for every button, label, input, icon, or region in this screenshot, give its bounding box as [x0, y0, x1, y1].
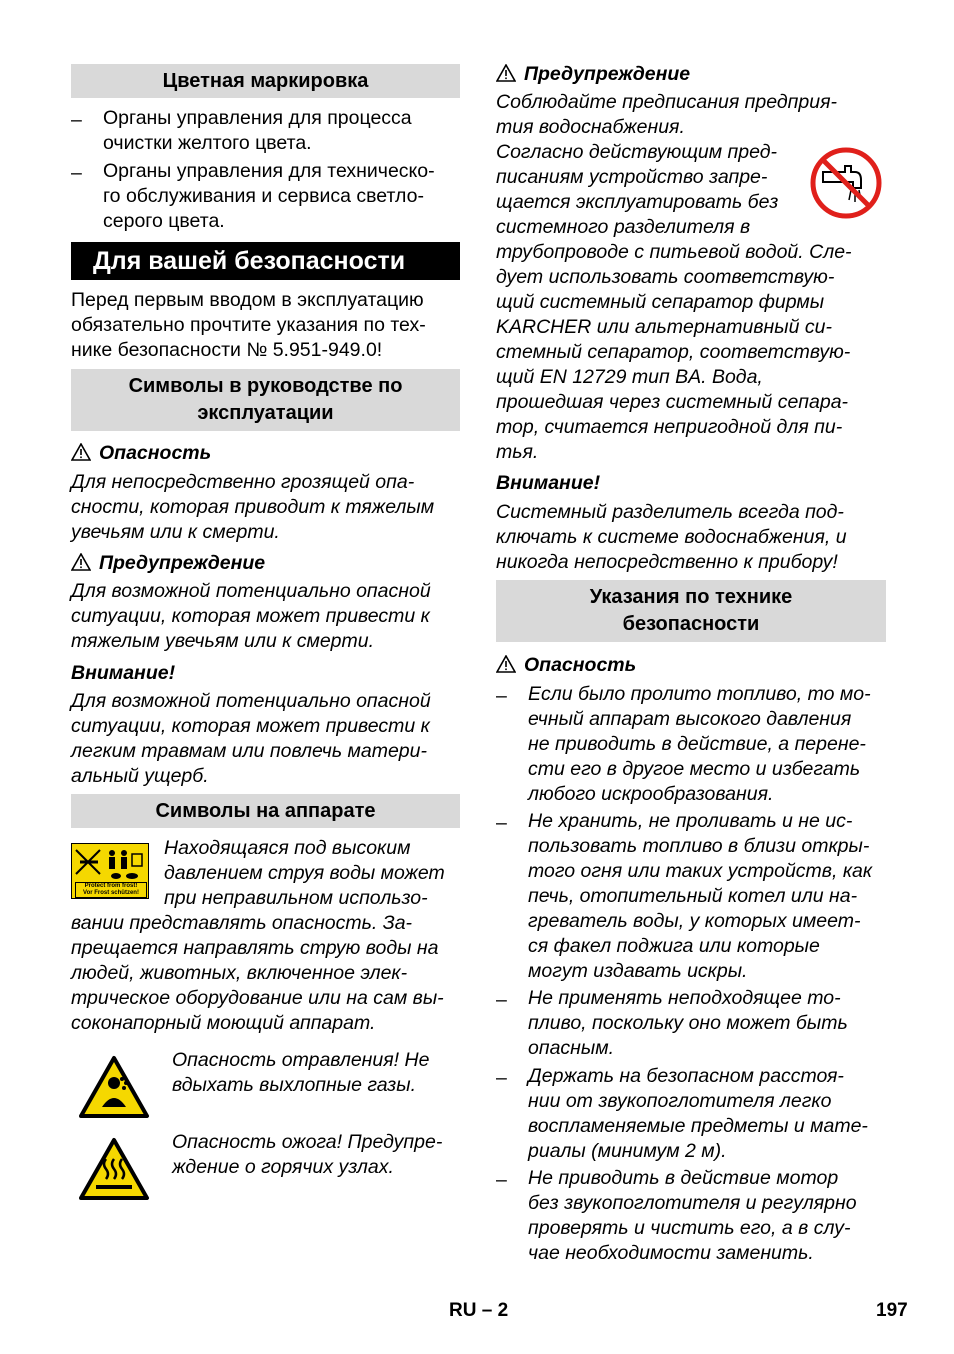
list-item-line: го обслуживания и сервиса светло- — [103, 185, 424, 207]
water-jet-icon — [72, 846, 147, 882]
danger-item-line: сти его в другое место и избегать — [528, 758, 861, 780]
danger-text-line: сности, которая приводит к тяжелым — [71, 496, 435, 518]
danger-item-line: пливо, поскольку оно может быть — [528, 1012, 848, 1034]
right-caution-line: ключать к системе водоснабжения, и — [496, 526, 847, 548]
page-number: 197 — [876, 1300, 908, 1321]
danger-text-line: увечьям или к смерти. — [71, 521, 280, 543]
danger-item-line: проверять и чистить его, а в слу- — [528, 1217, 851, 1239]
list-item-line: Органы управления для процесса — [103, 107, 412, 129]
danger-text-line: Для непосредственно грозящей опа- — [71, 471, 415, 493]
water-text-line: щий системный сепаратор фирмы — [496, 291, 825, 313]
warning-triangle-icon — [496, 655, 516, 673]
burn-text-line: Опасность ожога! Предупре- — [172, 1131, 443, 1153]
jet-text-line: прещается направлять струю воды на — [71, 937, 439, 959]
jet-text-line: Находящаяся под высоким — [164, 837, 411, 859]
water-text-line: KARCHER или альтернативный си- — [496, 316, 832, 338]
danger-item-line: пользовать топливо в близи откры- — [528, 835, 870, 857]
water-text-line: щий EN 12729 тип BA. Вода, — [496, 366, 763, 388]
water-text-line: стемный сепаратор, соответствую- — [496, 341, 851, 363]
danger-item-line: Не приводить в действие мотор — [528, 1167, 839, 1189]
danger-item-line: воспламеняемые предметы и мате- — [528, 1115, 868, 1137]
jet-text-line: вании представлять опасность. За- — [71, 912, 413, 934]
list-dash: – — [71, 162, 82, 184]
danger-item-line: печь, отопительный котел или на- — [528, 885, 858, 907]
water-text-line: тор, считается непригодной для пи- — [496, 416, 843, 438]
danger-item-line: ся факел поджига или которые — [528, 935, 820, 957]
danger-label: Опасность — [71, 441, 211, 466]
water-text-line: Согласно действующим пред- — [496, 141, 778, 163]
safety-instructions-heading: Указания по технике безопасности — [496, 580, 886, 642]
danger-item-line: Не применять неподходящее то- — [528, 987, 841, 1009]
danger-item-line: чае необходимости заменить. — [528, 1242, 814, 1264]
water-text-line: писаниям устройство запре- — [496, 166, 768, 188]
list-dash: – — [496, 1169, 507, 1191]
water-text-line: тья. — [496, 441, 539, 463]
warning-triangle-icon — [71, 553, 91, 571]
caution-text-line: Для возможной потенциально опасной — [71, 690, 431, 712]
danger-item-line: опасным. — [528, 1037, 615, 1059]
frost-label: Protect from frost! Vor Frost schützen! — [75, 882, 147, 898]
safety-title-bar: Для вашей безопасности — [71, 242, 460, 280]
intro-line: обязательно прочтите указания по тех- — [71, 314, 426, 336]
water-text-line: щается эксплуатировать без — [496, 191, 779, 213]
warning-text-line: тяжелым увечьям или к смерти. — [71, 630, 375, 652]
list-dash: – — [496, 685, 507, 707]
manual-symbols-heading: Символы в руководстве по эксплуатации — [71, 369, 460, 431]
danger-item-line: Держать на безопасном расстоя- — [528, 1065, 844, 1087]
poison-text-line: вдыхать выхлопные газы. — [172, 1074, 417, 1096]
list-dash: – — [496, 1067, 507, 1089]
warning-triangle-icon — [71, 443, 91, 461]
water-jet-sign — [71, 843, 149, 899]
water-text-line: дует использовать соответствую- — [496, 266, 835, 288]
hot-surface-warning-icon — [78, 1137, 150, 1201]
right-caution-line: Системный разделитель всегда под- — [496, 501, 844, 523]
caution-text-line: легким травмам или повлечь матери- — [71, 740, 427, 762]
caution-text-line: альный ущерб. — [71, 765, 209, 787]
burn-text-line: ждение о горячих узлах. — [172, 1156, 394, 1178]
toxic-exhaust-warning-icon — [78, 1055, 150, 1119]
warning-text-line: Для возможной потенциально опасной — [71, 580, 431, 602]
right-warning-label: Предупреждение — [496, 62, 690, 87]
jet-text-line: соконапорный моющий аппарат. — [71, 1012, 376, 1034]
footer-section-label: RU – 2 — [449, 1300, 509, 1321]
danger-item-line: греватель воды, у которых имеет- — [528, 910, 861, 932]
warning-label: Предупреждение — [71, 551, 265, 576]
danger-item-line: не приводить в действие, а перене- — [528, 733, 866, 755]
water-text-line: тия водоснабжения. — [496, 116, 685, 138]
no-drinking-water-connection-icon — [809, 146, 883, 220]
list-item-line: очистки желтого цвета. — [103, 132, 312, 154]
device-symbols-heading: Символы на аппарате — [71, 794, 460, 828]
list-dash: – — [496, 812, 507, 834]
right-caution-line: никогда непосредственно к прибору! — [496, 551, 838, 573]
list-item-line: Органы управления для техническо- — [103, 160, 435, 182]
danger-item-line: ечный аппарат высокого давления — [528, 708, 852, 730]
danger-item-line: нии от звукопоглотителя легко — [528, 1090, 832, 1112]
list-dash: – — [71, 109, 82, 131]
water-text-line: прошедшая через системный сепара- — [496, 391, 849, 413]
danger-item-line: риалы (минимум 2 м). — [528, 1140, 727, 1162]
list-dash: – — [496, 989, 507, 1011]
poison-text-line: Опасность отравления! Не — [172, 1049, 430, 1071]
color-marking-heading: Цветная маркировка — [71, 64, 460, 98]
water-text-line: трубопроводе с питьевой водой. Сле- — [496, 241, 852, 263]
warning-triangle-icon — [496, 64, 516, 82]
water-text-line: Соблюдайте предписания предприя- — [496, 91, 837, 113]
water-text-line: системного разделителя в — [496, 216, 751, 238]
warning-text-line: ситуации, которая может привести к — [71, 605, 430, 627]
danger-item-line: любого искрообразования. — [528, 783, 774, 805]
caution-text-line: ситуации, которая может привести к — [71, 715, 430, 737]
danger-item-line: того огня или таких устройств, как — [528, 860, 873, 882]
jet-text-line: при неправильном использо- — [164, 887, 428, 909]
list-item-line: серого цвета. — [103, 210, 225, 232]
intro-line: Перед первым вводом в эксплуатацию — [71, 289, 424, 311]
danger-item-line: Если было пролито топливо, то мо- — [528, 683, 871, 705]
caution-label: Внимание! — [71, 662, 176, 684]
jet-text-line: трическое оборудование или на сам вы- — [71, 987, 444, 1009]
right-caution-label: Внимание! — [496, 472, 601, 494]
right-danger-label: Опасность — [496, 653, 636, 678]
intro-line: нике безопасности № 5.951-949.0! — [71, 339, 383, 361]
danger-item-line: Не хранить, не проливать и не ис- — [528, 810, 853, 832]
danger-item-line: могут издавать искры. — [528, 960, 748, 982]
danger-item-line: без звукопоглотителя и регулярно — [528, 1192, 857, 1214]
jet-text-line: давлением струя воды может — [164, 862, 445, 884]
jet-text-line: людей, животных, включенное элек- — [71, 962, 408, 984]
